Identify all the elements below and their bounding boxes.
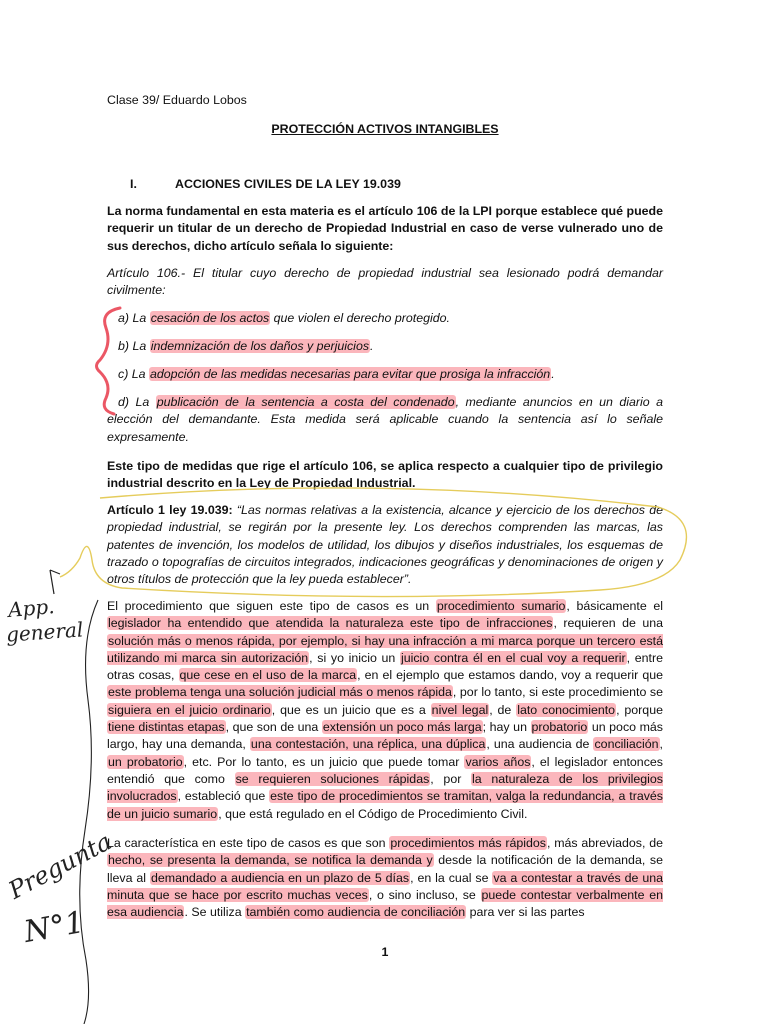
highlighted-text-segment: juicio contra él en el cual voy a requerir (400, 650, 626, 665)
text-segment: , si yo inicio un (309, 650, 400, 665)
procedure-paragraph (107, 598, 663, 823)
highlighted-text-segment: también como audiencia de conciliación (246, 905, 466, 920)
highlighted-text-segment: tiene distintas etapas (108, 720, 225, 735)
handwritten-note-app: App. (7, 594, 56, 622)
item-b-highlight: indemnización de los daños y perjuicios (150, 339, 370, 353)
item-a-prefix: a) La (118, 311, 150, 325)
item-a-highlight: cesación de los actos (150, 311, 270, 325)
highlighted-text-segment: siguiera en el juicio ordinario (108, 702, 271, 717)
highlighted-text-segment: varios años (465, 754, 531, 769)
handwritten-note-number: N°1 (21, 905, 87, 950)
article-106-item-d (107, 394, 663, 446)
highlighted-text-segment: demandado a audiencia en un plazo de 5 días (150, 870, 410, 885)
arrow-mark (50, 570, 60, 594)
text-segment: El procedimiento que siguen este tipo de casos es un (107, 599, 436, 613)
highlighted-text-segment: procedimientos más rápidos (390, 836, 546, 850)
item-d-prefix: d) La (118, 395, 156, 409)
text-segment: , una audiencia de (486, 737, 594, 752)
item-c-prefix: c) La (118, 367, 149, 381)
highlighted-text-segment: un probatorio (108, 754, 183, 769)
item-b-suffix: . (370, 339, 374, 353)
text-segment: , el legislador entonces entendió que como (107, 754, 663, 786)
highlighted-text-segment: extensión un poco más larga (322, 720, 482, 735)
text-segment: desde la notificación de la demanda, se lleva al (107, 853, 663, 885)
item-b-prefix: b) La (118, 339, 150, 353)
article-1-paragraph (107, 502, 663, 588)
highlighted-text-segment: lato conocimiento (517, 702, 616, 717)
text-segment: , estableció que (177, 789, 270, 804)
text-segment: , que son de una (225, 720, 322, 735)
handwritten-note-general: general (5, 617, 84, 647)
text-segment: , básicamente el (566, 599, 664, 613)
highlighted-text-segment: nivel legal (431, 702, 489, 717)
text-segment: , o sino incluso, se (368, 887, 481, 902)
highlighted-text-segment: este problema tenga una solución judicial más o menos rápida (108, 685, 452, 700)
text-segment: para ver si las partes (466, 905, 585, 920)
text-segment: , en la cual se (410, 870, 493, 885)
text-segment: La característica en este tipo de casos es que son (107, 836, 390, 850)
highlighted-text-segment: hecho, se presenta la demanda, se notifica la demanda y (108, 853, 433, 868)
highlighted-text-segment: se requieren soluciones rápidas (235, 771, 430, 786)
text-segment: , en el ejemplo que estamos dando, voy a requerir que (357, 668, 663, 683)
article-1-label: Artículo 1 ley 19.039: (107, 503, 233, 517)
highlighted-text-segment: procedimiento sumario (436, 599, 566, 613)
highlighted-text-segment: una contestación, una réplica, una dúplica (250, 737, 486, 752)
text-segment: , por lo tanto, si este procedimiento se (452, 685, 663, 700)
item-c-suffix: . (551, 367, 555, 381)
text-segment: un poco más largo, hay una demanda, (107, 720, 663, 752)
highlighted-text-segment: puede contestar verbalmente en esa audiencia (107, 887, 663, 920)
text-segment: . Se utiliza (184, 905, 246, 920)
text-segment: , de (489, 702, 517, 717)
article-106-lead: Artículo 106.- El titular cuyo derecho de propiedad industrial sea lesionado podrá demandar civilmente: (107, 266, 663, 298)
text-segment: , (659, 737, 663, 752)
page-number: 1 (381, 945, 389, 959)
item-d-suffix: , mediante anuncios en un diario a elección del demandante. Esta medida será aplicable cuando la sentencia así lo señale expresamente. (107, 395, 663, 444)
margin-line-mark (80, 600, 98, 1024)
article-1-quote: “Las normas relativas a la existencia, alcance y ejercicio de los derechos de propiedad industrial, se regirán por la presente ley. Los derechos comprenden las marcas, las patentes de invención, los modelos de utilidad, los dibujos y diseños industriales, los esquemas de trazado o topografías de circuitos integrados, indicaciones geográficas y denominaciones de origen y otros títulos de protección que la ley pueda establecer”. (107, 503, 663, 587)
item-a-suffix: que violen el derecho protegido. (270, 311, 450, 325)
characteristic-paragraph (107, 835, 663, 921)
article-106-item-a (118, 310, 663, 327)
item-d-highlight: publicación de la sentencia a costa del condenado (156, 395, 455, 409)
highlighted-text-segment: este tipo de procedimientos se tramitan, valga la redundancia, a través de un juicio sumario (107, 789, 663, 821)
article-106-item-b (118, 338, 663, 355)
document-title: PROTECCIÓN ACTIVOS INTANGIBLES (271, 122, 499, 136)
text-segment: , requieren de una (553, 616, 663, 631)
text-segment: , etc. Por lo tanto, es un juicio que puede tomar (183, 754, 465, 769)
highlighted-text-segment: que cese en el uso de la marca (179, 668, 357, 683)
text-segment: , porque (616, 702, 663, 717)
highlighted-text-segment: solución más o menos rápida, por ejemplo, si hay una infracción a mi marca porque un tercero está utilizando mi marca sin autorización (107, 633, 663, 665)
article-106-item-c (118, 366, 663, 383)
section-heading: ACCIONES CIVILES DE LA LEY 19.039 (175, 177, 401, 191)
highlighted-text-segment: legislador ha entendido que atendida la naturaleza este tipo de infracciones (108, 616, 553, 631)
text-segment: , que está regulado en el Código de Procedimiento Civil. (218, 806, 528, 821)
measures-paragraph: Este tipo de medidas que rige el artículo 106, se aplica respecto a cualquier tipo de privilegio industrial descrito en la Ley de Propiedad Industrial. (107, 459, 663, 491)
class-line: Clase 39/ Eduardo Lobos (107, 93, 247, 107)
item-c-highlight: adopción de las medidas necesarias para evitar que prosiga la infracción (150, 367, 551, 381)
highlighted-text-segment: probatorio (531, 720, 588, 735)
text-segment: , entre otras cosas, (107, 650, 663, 683)
handwritten-note-pregunta: Pregunta (3, 827, 117, 905)
intro-paragraph: La norma fundamental en esta materia es el artículo 106 de la LPI porque establece qué puede requerir un titular de un derecho de Propiedad Industrial en caso de verse vulnerado uno de sus derechos, dicho artículo señala lo siguiente: (107, 204, 663, 253)
section-number: I. (130, 177, 137, 191)
text-segment: , que es un juicio que es a (271, 702, 431, 717)
highlighted-text-segment: va a contestar a través de una minuta que se hace por escrito muchas veces (107, 870, 663, 902)
text-segment: , más abreviados, de (546, 836, 663, 850)
highlighted-text-segment: conciliación (594, 737, 659, 752)
highlighted-text-segment: la naturaleza de los privilegios involucrados (107, 771, 664, 804)
text-segment: , por (430, 771, 472, 786)
text-segment: ; hay un (482, 720, 531, 735)
